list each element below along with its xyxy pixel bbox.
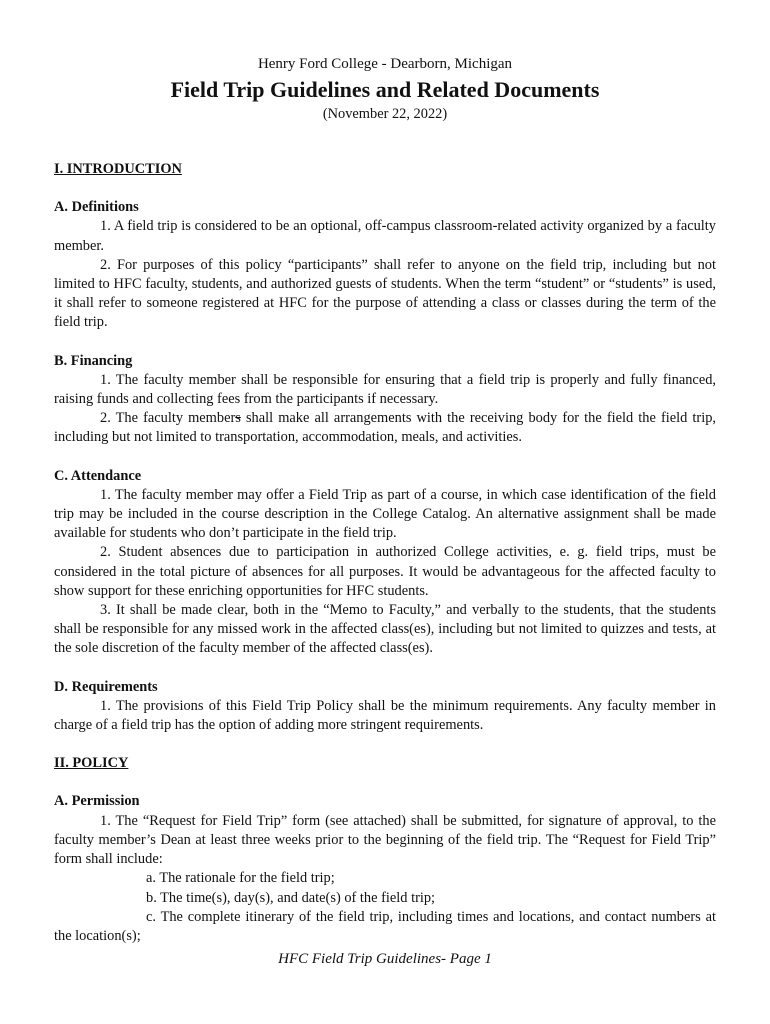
permission-item-a: a. The rationale for the field trip; xyxy=(146,870,335,887)
attendance-heading: C. Attendance xyxy=(54,467,142,484)
section-introduction-heading: I. INTRODUCTION xyxy=(54,161,182,177)
college-name: Henry Ford College - Dearborn, Michigan xyxy=(257,56,513,72)
financing-p2-text-start: 2. The faculty member xyxy=(100,410,236,427)
permission-heading: A. Permission xyxy=(54,793,140,810)
permission-item-c: c. The complete itinerary of the field trip, including times and locations, and contact numbers at the location(s); xyxy=(54,908,716,944)
document-date: (November 22, 2022) xyxy=(322,106,448,122)
section-policy-heading: II. POLICY xyxy=(54,755,129,772)
requirements-heading: D. Requirements xyxy=(54,678,158,695)
permission-item-b: b. The time(s), day(s), and date(s) of the field trip; xyxy=(146,889,436,906)
permission-paragraph-1: 1. The “Request for Field Trip” form (see attached) shall be submitted, for signature of approval, to the faculty member’s Dean at least three weeks prior to the beginning of the field trip. The “Request for Field Trip” form shall include: xyxy=(54,812,716,868)
financing-p2-strikethrough: s xyxy=(235,410,241,427)
attendance-paragraph-3: 3. It shall be made clear, both in the “Memo to Faculty,” and verbally to the students, that the students shall be responsible for any missed work in the affected class(es), including but not limited to quizzes and tests, at the sole discretion of the faculty member of the affected class(es). xyxy=(54,602,716,657)
definitions-heading: A. Definitions xyxy=(54,199,139,216)
document-page xyxy=(54,54,716,946)
financing-heading: B. Financing xyxy=(54,352,133,369)
financing-paragraph-1: 1. The faculty member shall be responsible for ensuring that a field trip is properly and fully financed, raising funds and collecting fees from the participants if necessary. xyxy=(54,371,716,408)
attendance-paragraph-2: 2. Student absences due to participation in authorized College activities, e. g. field trips, must be considered in the total picture of absences for all purposes. It would be advantageous for the affected faculty to show support for these enriching opportunities for HFC students. xyxy=(54,544,716,599)
definitions-paragraph-1: 1. A field trip is considered to be an optional, off-campus classroom-related activity organized by a faculty member. xyxy=(54,218,716,254)
financing-paragraph-2 xyxy=(54,409,716,447)
document-title: Field Trip Guidelines and Related Documents xyxy=(170,77,600,102)
attendance-paragraph-1: 1. The faculty member may offer a Field Trip as part of a course, in which case identification of the field trip may be included in the course description in the College Catalog. An alternative assignment shall be made available for students who don’t participate in the field trip. xyxy=(54,486,716,542)
requirements-paragraph-1: 1. The provisions of this Field Trip Policy shall be the minimum requirements. Any faculty member in charge of a field trip has the option of adding more stringent requirements. xyxy=(54,697,716,734)
definitions-paragraph-2: 2. For purposes of this policy “participants” shall refer to anyone on the field trip, including but not limited to HFC faculty, students, and authorized guests of students. When the term “student” or “students” is used, it shall refer to someone registered at HFC for the purpose of attending a class or classes during the term of the field trip. xyxy=(54,256,716,331)
page-footer: HFC Field Trip Guidelines- Page 1 xyxy=(278,951,492,967)
financing-p2-text-end: shall make all arrangements with the receiving body for the field the field trip, including but not limited to transportation, accommodation, meals, and activities. xyxy=(54,410,716,446)
